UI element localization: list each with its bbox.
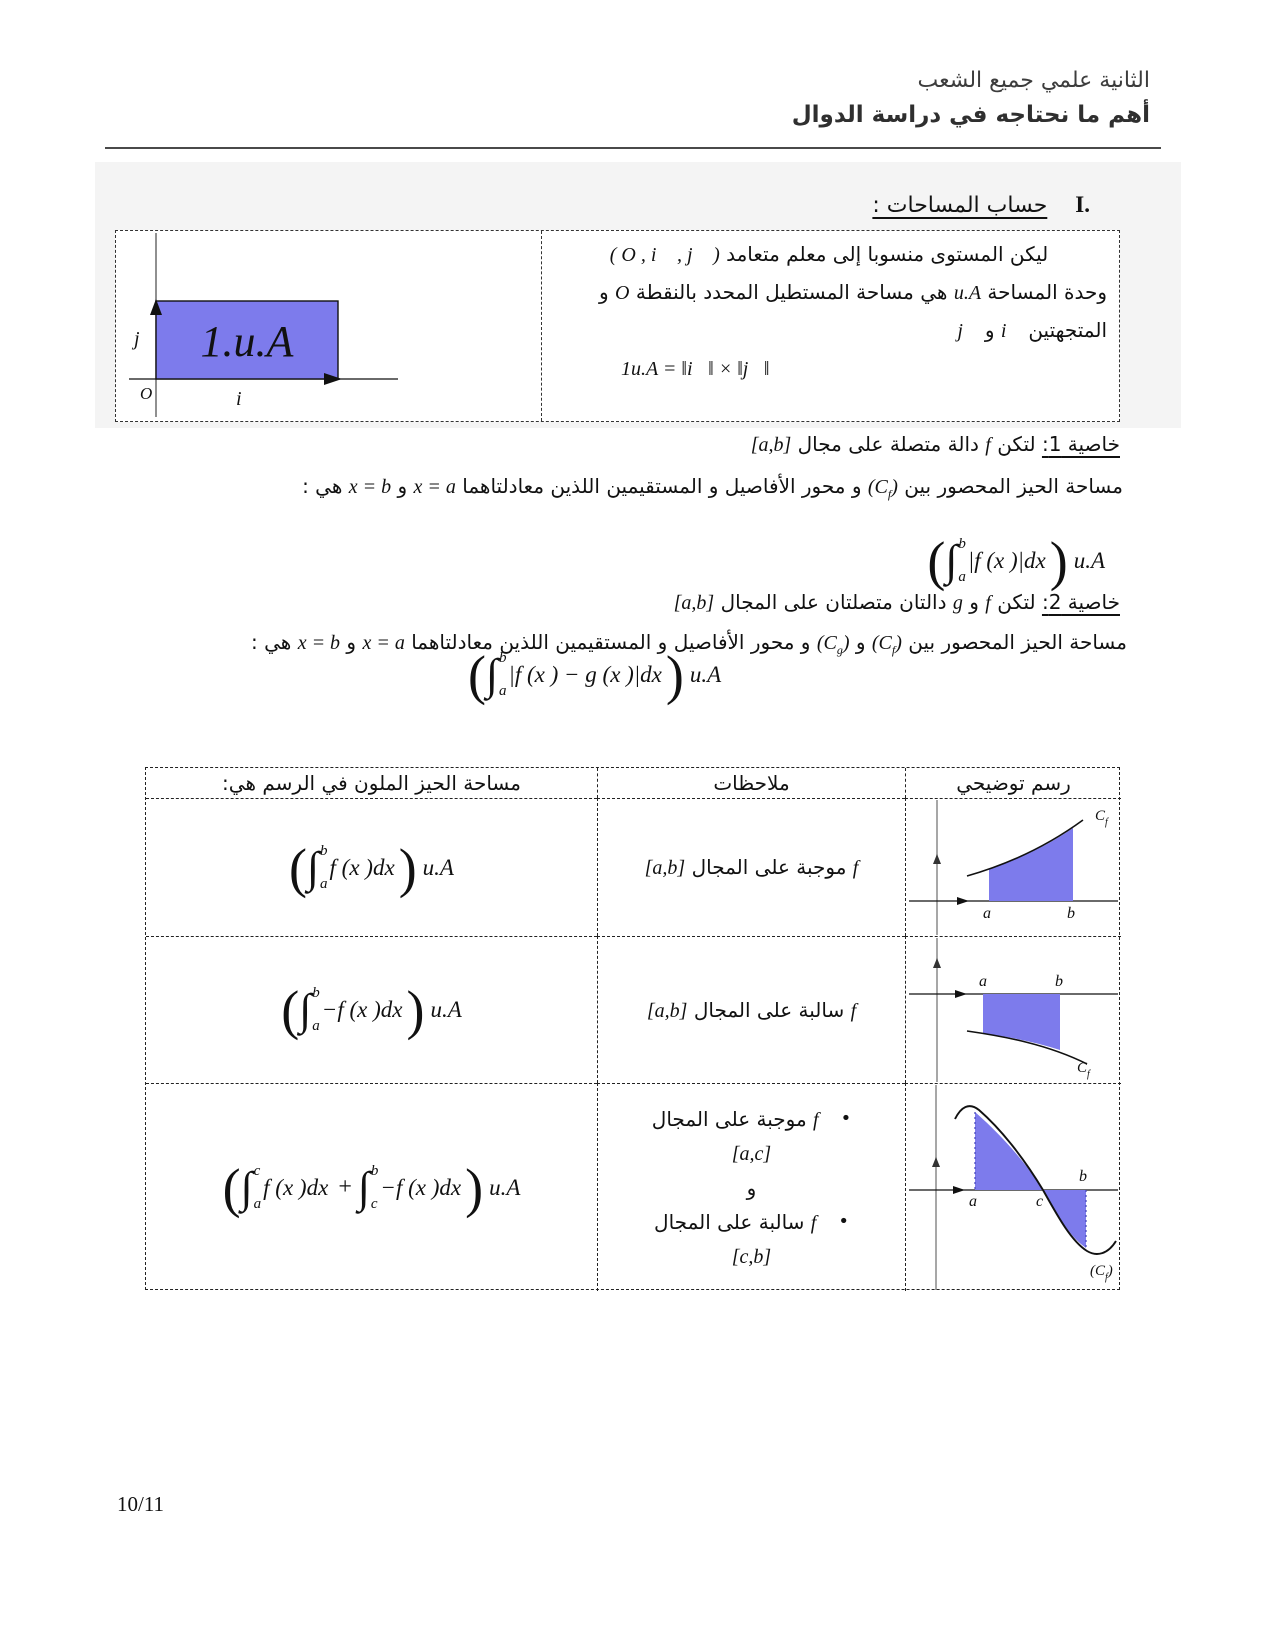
origin-label: O bbox=[140, 384, 153, 403]
row3-connector: و bbox=[746, 1175, 757, 1200]
label-b: b bbox=[1067, 905, 1075, 922]
shaded-area-negative bbox=[1043, 1190, 1086, 1248]
unit-area-diagram bbox=[116, 231, 542, 421]
row2-note: f سالبة على المجال [a,b] bbox=[646, 997, 857, 1022]
row1-note-cell bbox=[597, 798, 905, 936]
section-numeral: I. bbox=[1075, 192, 1090, 217]
label-a: a bbox=[979, 973, 987, 990]
x-axis-arrowhead bbox=[955, 990, 967, 998]
property1-intro: خاصية 1: لتكن f دالة متصلة على مجال [a,b] bbox=[750, 432, 1120, 456]
property2-intro: خاصية 2: لتكن f و g دالتان متصلتان على المجال [a,b] bbox=[673, 590, 1120, 614]
property2-formula: ( ∫ b a |f (x ) − g (x )|dx ) u.A bbox=[468, 644, 722, 706]
integral-sign: ∫ bbox=[945, 536, 958, 585]
area-cases-table bbox=[145, 767, 1120, 1290]
label-b: b bbox=[1055, 973, 1063, 990]
header-rule bbox=[105, 147, 1161, 149]
row2-note-cell bbox=[597, 936, 905, 1083]
label-a: a bbox=[983, 905, 991, 922]
y-axis-arrowhead bbox=[933, 854, 941, 864]
section-title: حساب المساحات : bbox=[872, 193, 1048, 218]
negative-function-graph bbox=[907, 938, 1120, 1082]
unit-box-formula: 1u.A = ‖i⃗‖ × ‖j⃗‖ bbox=[621, 358, 770, 380]
unit-box-line-1 bbox=[551, 236, 1107, 274]
row3-bullet-2: • f سالبة على المجال bbox=[652, 1205, 851, 1240]
table-header-notes: ملاحظات bbox=[597, 768, 905, 798]
property2-statement: مساحة الحيز المحصور بين $(C_f)$ و $(C_g)$ و محور الأفاصيل و المستقيمين اللذين معادلتاهما x = a و x = b هي : bbox=[251, 630, 1127, 657]
cf-notation: $(C_f)$ bbox=[871, 632, 902, 657]
row2-formula: ( ∫ b a −f (x )dx ) u.A bbox=[281, 979, 462, 1041]
bullet-icon: • bbox=[840, 1108, 852, 1129]
property1-title: خاصية 1: bbox=[1041, 432, 1120, 456]
positive-function-graph bbox=[907, 800, 1120, 935]
curve-label: $(C_f)$ bbox=[1090, 1263, 1113, 1283]
unit-rect-label: 1.u.A bbox=[200, 317, 294, 366]
y-axis-arrowhead bbox=[932, 1157, 940, 1167]
unit-box-line-3: المتجهتين i⃗ و j⃗ bbox=[957, 318, 1107, 342]
unit-box-line1-text: ليكن المستوى منسوبا إلى معلم متعامد bbox=[726, 242, 1049, 266]
row3-interval-2: [c,b] bbox=[731, 1245, 772, 1268]
curve-label: $C_f$ bbox=[1077, 1060, 1090, 1080]
label-a: a bbox=[969, 1193, 977, 1210]
row1-drawing-cell bbox=[905, 798, 1121, 936]
property1-formula: ( ∫ b a |f (x )|dx ) u.A bbox=[927, 530, 1105, 592]
sign-change-function-graph bbox=[907, 1085, 1120, 1290]
row3-formula: ( ∫ c a f (x )dx + ∫ b c −f (x )dx ) u.A bbox=[222, 1156, 521, 1219]
row1-formula: ( ∫ b a f (x )dx ) u.A bbox=[289, 836, 454, 899]
property1-statement: مساحة الحيز المحصور بين $(C_f)$ و محور الأفاصيل و المستقيمين اللذين معادلتاهما x = a و x = b هي : bbox=[302, 474, 1123, 501]
unit-area-text bbox=[543, 231, 1119, 421]
row2-drawing-cell bbox=[905, 936, 1121, 1083]
row3-note-cell bbox=[597, 1083, 905, 1291]
y-axis-arrowhead bbox=[933, 958, 941, 968]
section-heading bbox=[872, 192, 1090, 218]
row2-area-formula-cell bbox=[146, 936, 597, 1083]
cg-notation: $(C_g)$ bbox=[816, 632, 850, 657]
unit-area-box bbox=[115, 230, 1120, 422]
frame-notation: ( O , i⃗ , j⃗ ) bbox=[609, 244, 720, 266]
j-vector-label: j⃗ bbox=[134, 328, 156, 350]
row3-area-formula-cell bbox=[146, 1083, 597, 1291]
bullet-icon: • bbox=[838, 1211, 849, 1232]
row1-note: f موجبة على المجال [a,b] bbox=[644, 855, 859, 879]
page-header bbox=[792, 64, 1150, 132]
x-axis-arrowhead bbox=[957, 897, 969, 905]
header-line-1: الثانية علمي جميع الشعب bbox=[917, 68, 1150, 93]
shaded-area-positive bbox=[975, 1112, 1043, 1190]
i-vector-label: i⃗ bbox=[236, 388, 258, 410]
unit-area-diagram-svg bbox=[116, 231, 540, 418]
page-number: 10/11 bbox=[117, 1492, 165, 1516]
row1-area-formula-cell bbox=[146, 798, 597, 936]
label-c: c bbox=[1036, 1193, 1044, 1210]
curve-label: $C_f$ bbox=[1095, 808, 1108, 828]
label-b: b bbox=[1079, 1168, 1087, 1185]
row3-interval-1: [a,c] bbox=[731, 1142, 772, 1165]
x-axis-arrowhead bbox=[953, 1186, 965, 1194]
header-line-2: أهم ما نحتاجه في دراسة الدوال bbox=[791, 102, 1150, 128]
integral-sign: ∫ bbox=[485, 650, 499, 699]
row3-drawing-cell bbox=[905, 1083, 1121, 1291]
table-header-area: مساحة الحيز الملون في الرسم هي: bbox=[222, 771, 521, 795]
unit-box-line-2: وحدة المساحة u.A هي مساحة المستطيل المحدد بالنقطة O و bbox=[599, 280, 1107, 304]
property2-title: خاصية 2: bbox=[1041, 590, 1120, 614]
table-header-drawing: رسم توضيحي bbox=[905, 768, 1121, 798]
row3-note bbox=[652, 1102, 851, 1274]
row3-bullet-1: • f موجبة على المجال bbox=[652, 1102, 851, 1137]
cf-notation: $(C_f)$ bbox=[867, 476, 898, 501]
